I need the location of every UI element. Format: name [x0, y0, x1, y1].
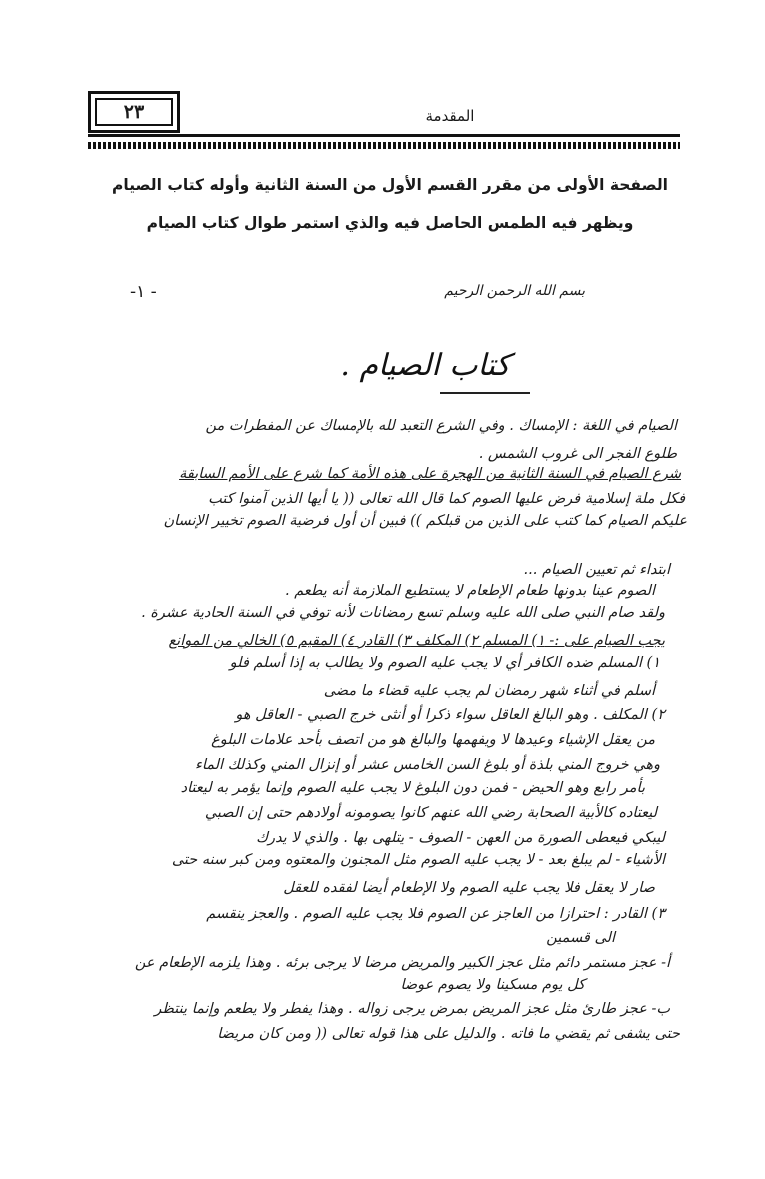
page-number: ٢٣ — [123, 101, 145, 123]
manuscript-line: كل يوم مسكينا ولا يصوم عوضا — [400, 977, 585, 993]
manuscript-line: ليبكي فيعطى الصورة من العهن - الصوف - يتلهى بها . والذي لا يدرك — [256, 830, 665, 846]
decorative-border — [88, 142, 680, 149]
manuscript-line: الى قسمين — [546, 930, 615, 946]
manuscript-line: حتى يشفى ثم يقضي ما فاته . والدليل على هذا قوله تعالى (( ومن كان مريضا — [217, 1026, 680, 1042]
manuscript-line: بأمر رابع وهو الحيض - فمن دون البلوغ لا يجب عليه الصوم وإنما يؤمر به ليعتاد — [180, 780, 645, 796]
manuscript-line: ب- عجز طارئ مثل عجز المريض بمرض يرجى زواله . وهذا يفطر ولا يطعم وإنما ينتظر — [154, 1001, 670, 1017]
intro-line-1: الصفحة الأولى من مقرر القسم الأول من السنة الثانية وأوله كتاب الصيام — [112, 176, 668, 194]
manuscript-line: الأشياء - لم يبلغ بعد - لا يجب عليه الصوم مثل المجنون والمعتوه ومن كبر سنه حتى — [171, 852, 665, 868]
manuscript-line: ٢) المكلف . وهو البالغ العاقل سواء ذكرا أو أنثى خرج الصبي - العاقل هو — [235, 707, 665, 723]
manuscript-line: ليعتاده كالأبية الصحابة رضي الله عنهم كانوا يصومونه أولادهم حتى إن الصبي — [204, 805, 657, 821]
manuscript-line: ولقد صام النبي صلى الله عليه وسلم تسع رمضانات لأنه توفي في السنة الحادية عشرة . — [141, 605, 665, 621]
chapter-title: كتاب الصيام . — [340, 348, 510, 383]
manuscript-line: الصوم عينا بدونها طعام الإطعام لا يستطيع الملازمة أنه يطعم . — [285, 583, 655, 599]
chapter-underline — [440, 392, 530, 394]
manuscript-line: أسلم في أثناء شهر رمضان لم يجب عليه قضاء ما مضى — [323, 683, 655, 699]
section-title: المقدمة — [425, 107, 475, 125]
manuscript-line: وهي خروج المني بلذة أو بلوغ السن الخامس عشر أو إنزال المني وكذلك الماء — [195, 757, 660, 773]
header-rule — [88, 134, 680, 137]
manuscript-line: الصيام في اللغة : الإمساك . وفي الشرع التعبد لله بالإمساك عن المفطرات من — [205, 418, 677, 434]
leaf-number: -١ - — [130, 282, 157, 302]
manuscript-line: ١) المسلم ضده الكافر أي لا يجب عليه الصوم ولا يطالب به إذا أسلم فلو — [229, 655, 660, 671]
manuscript-line: ابتداء ثم تعيين الصيام ... — [523, 562, 670, 578]
manuscript-line: يجب الصيام على :- ١) المسلم ٢) المكلف ٣) القادر ٤) المقيم ٥) الخالي من الموانع — [168, 633, 665, 649]
manuscript-line: شرع الصيام في السنة الثانية من الهجرة على هذه الأمة كما شرع على الأمم السابقة — [179, 466, 681, 482]
manuscript-line: طلوع الفجر الى غروب الشمس . — [478, 446, 677, 462]
manuscript-line: فكل ملة إسلامية فرض عليها الصوم كما قال الله تعالى (( يا أيها الذين آمنوا كتب — [208, 491, 685, 507]
manuscript-line: ٣) القادر : احترازا من العاجز عن الصوم فلا يجب عليه الصوم . والعجز ينقسم — [206, 906, 665, 922]
manuscript-line: أ- عجز مستمر دائم مثل عجز الكبير والمريض مرضا لا يرجى برئه . وهذا يلزمه الإطعام عن — [134, 955, 670, 971]
manuscript-line: عليكم الصيام كما كتب على الذين من قبلكم )) فبين أن أول فرضية الصوم تخيير الإنسان — [163, 513, 687, 529]
manuscript-line: من يعقل الإشياء وعيدها لا ويفهمها والبالغ هو من اتصف بأحد علامات البلوغ — [211, 732, 655, 748]
page-number-frame — [88, 91, 180, 133]
manuscript-line: صار لا يعقل فلا يجب عليه الصوم ولا الإطعام أيضا لفقده للعقل — [283, 880, 655, 896]
intro-line-2: ويظهر فيه الطمس الحاصل فيه والذي استمر طوال كتاب الصيام — [146, 214, 634, 232]
basmala: بسم الله الرحمن الرحيم — [444, 283, 585, 299]
